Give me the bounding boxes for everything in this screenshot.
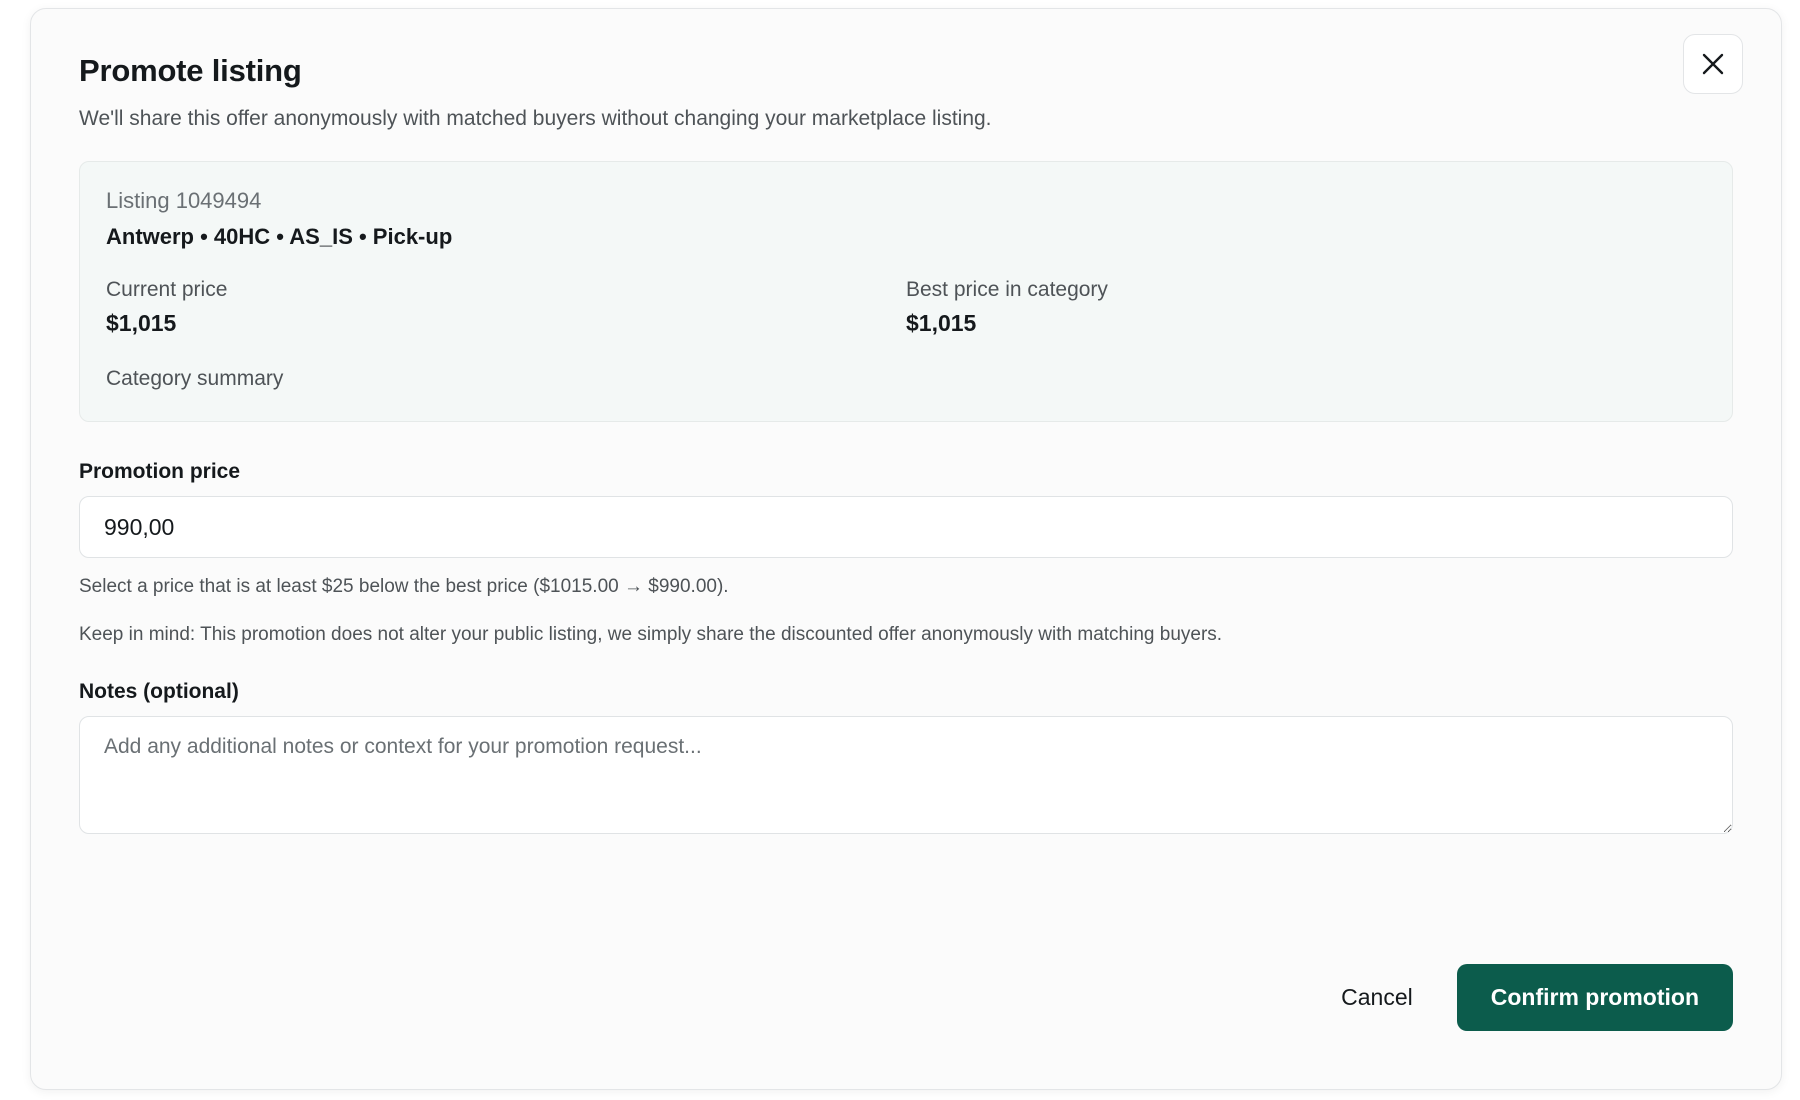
promotion-price-label: Promotion price [79,460,241,483]
confirm-promotion-button[interactable]: Confirm promotion [1457,964,1733,1031]
modal-footer [1323,964,1733,1031]
promotion-price-input[interactable] [79,496,1733,558]
best-price-block [906,278,1706,337]
close-button[interactable] [1683,34,1743,94]
close-icon [1700,51,1726,77]
listing-spec: Antwerp • 40HC • AS_IS • Pick-up [106,224,453,249]
page-title: Promote listing [79,53,302,88]
best-price-label: Best price in category [906,278,1108,301]
current-price-value: $1,015 [106,310,177,336]
promotion-price-hint: Select a price that is at least $25 below the best price ($1015.00 → $990.00). [79,576,729,597]
current-price-label: Current price [106,278,228,301]
listing-summary-card [79,161,1733,422]
price-row [106,278,1706,337]
promotion-note: Keep in mind: This promotion does not alter your public listing, we simply share the discounted offer anonymously with matching buyers. [79,624,1223,645]
modal-subtitle: We'll share this offer anonymously with matched buyers without changing your marketplace listing. [79,107,992,130]
listing-id: Listing 1049494 [106,188,262,213]
notes-input[interactable] [79,716,1733,834]
category-summary: Category summary [106,367,284,390]
notes-label: Notes (optional) [79,680,239,703]
current-price-block [106,278,906,337]
promote-listing-modal [30,8,1782,1090]
best-price-value: $1,015 [906,310,977,336]
cancel-button[interactable]: Cancel [1323,972,1431,1023]
